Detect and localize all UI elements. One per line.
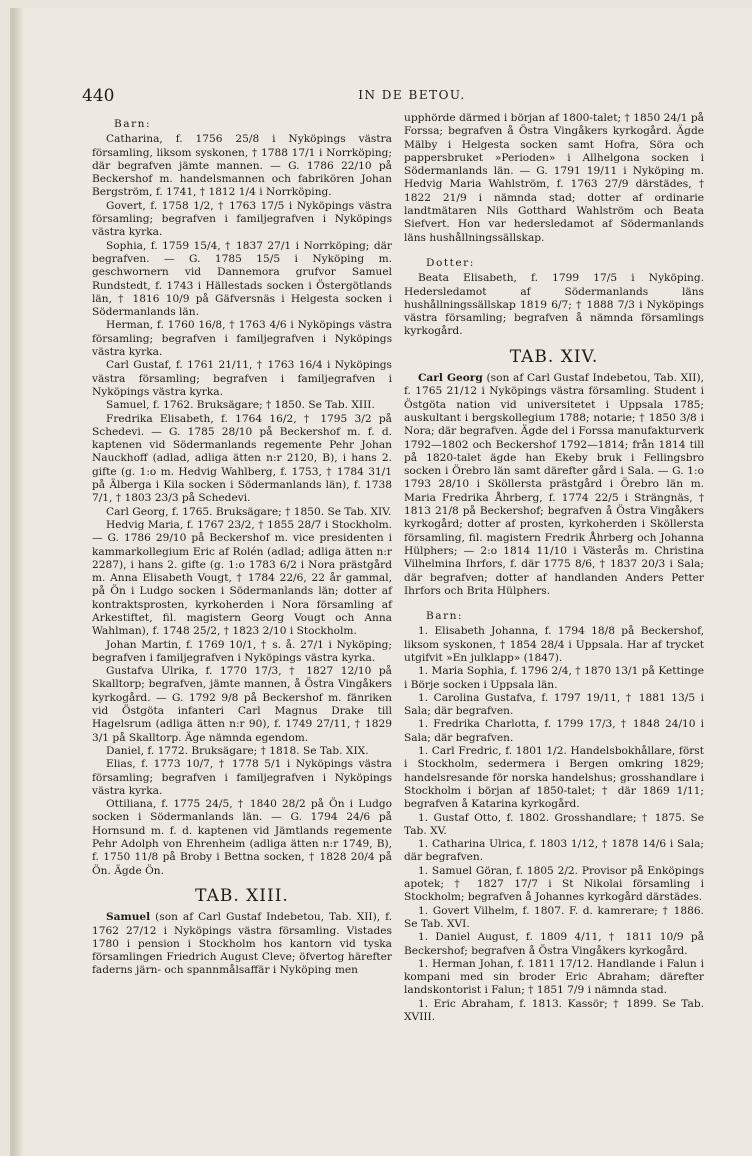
barn-heading: Barn: [114, 118, 152, 130]
child-entry: 1. Carolina Gustafva, f. 1797 19/11, † 1881 13/5 i Sala; där begrafven. [404, 691, 704, 718]
child-entry: 1. Elisabeth Johanna, f. 1794 18/8 på Beckershof, liksom syskonen, † 1854 28/4 i Uppsala. Har af trycket utgifvit »En julklapp» (1847). [404, 625, 704, 664]
page-number: 440 [82, 86, 115, 106]
running-title: IN DE BETOU. [358, 88, 466, 102]
child-entry: Samuel, f. 1762. Bruksägare; † 1850. Se Tab. XIII. [106, 399, 375, 412]
child-entry: Johan Martin, f. 1769 10/1, † s. å. 27/1 i Nyköping; begrafven i familjegrafven i Nyköpings västra kyrka. [92, 638, 392, 664]
tab-xiii-heading: TAB. XIII. [195, 885, 289, 906]
child-entry: Ottiliana, f. 1775 24/5, † 1840 28/2 på Ön i Ludgo socken i Södermanlands län. — G. 1794 24/6 på Hornsund m. f. d. kaptenen vid Jämtlands regemente Pehr Adolph von Ehrenheim (adliga ätten n:r 1749, B), f. 1750 11/8 på Broby i Bettna socken, † 1828 20/4 på Ön. Ägde Ön. [92, 798, 392, 877]
child-entry: 1. Eric Abraham, f. 1813. Kassör; † 1899. Se Tab. XVIII. [404, 997, 704, 1023]
tab-xiii-name: Samuel [106, 911, 151, 924]
tab-xiv-heading: TAB. XIV. [509, 346, 599, 367]
child-entry: Fredrika Elisabeth, f. 1764 16/2, † 1795 3/2 på Schedevi. — G. 1785 28/10 på Beckershof m. f. d. kaptenen vid Södermanlands regemente Pehr Johan Nauckhoff (adlad, adliga ätten n:r 2120, B), i hans 2. gifte (g. 1:o m. Hedvig Wahlberg, f. 1753, † 1784 31/1 på Älberga i Kila socken i Södermanlands län), f. 1738 7/1, † 1803 23/3 på Schedevi. [92, 412, 392, 505]
child-entry: 1. Maria Sophia, f. 1796 2/4, † 1870 13/1 på Kettinge i Börje socken i Uppsala län. [404, 665, 704, 691]
child-entry: Sophia, f. 1759 15/4, † 1837 27/1 i Norrköping; där begrafven. — G. 1785 15/5 i Nyköping m. geschwornern vid Dannemora grufvor Samuel Rundstedt, f. 1743 i Hällestads socken i Östergötlands län, † 1816 10/9 på Gäfversnäs i Helgesta socken i Södermanlands län. [92, 239, 392, 319]
tab-xiv-name: Carl Georg [418, 372, 483, 385]
tab-xiii-text: (son af Carl Gustaf Indebetou, Tab. XII), f. 1762 27/12 i Nyköpings västra församling. Vistades 1780 i pension i Stockholm hos kantorn vid tyska församlingen Friedrich August Cleve; öfvertog härefter faderns järn- och spannmålsaffär i Nyköping men [92, 911, 392, 977]
running-head [82, 86, 742, 106]
child-entry: Daniel, f. 1772. Bruksägare; † 1818. Se Tab. XIX. [106, 744, 369, 757]
left-column [92, 112, 392, 978]
child-entry: 1. Herman Johan, f. 1811 17/12. Handlande i Falun i kompani med sin broder Eric Abraham; därefter landskontorist i Falun; † 1851 7/9 i nämnda stad. [404, 957, 704, 997]
child-entry: 1. Fredrika Charlotta, f. 1799 17/3, † 1848 24/10 i Sala; där begrafven. [404, 718, 704, 744]
child-entry: 1. Gustaf Otto, f. 1802. Grosshandlare; † 1875. Se Tab. XV. [404, 811, 704, 837]
barn-heading-2: Barn: [426, 610, 464, 623]
child-entry: Carl Georg, f. 1765. Bruksägare; † 1850. Se Tab. XIV. [106, 505, 392, 518]
tab-xiv-text: (son af Carl Gustaf Indebetou, Tab. XII), f. 1765 21/12 i Nyköpings västra församling. Student i Östgöta nation vid universitetet i Uppsala 1785; auskultant i bergskollegium 1788; notarie; † 1850 3/8 i Nora; där begrafven. Ägde del i Forssa manufakturverk 1792—1802 och Beckershof 1792—1814; från 1814 till på 1820-talet ägde han Ekeby bruk i Fellingsbro socken i Örebro län samt därefter gård i Sala. — G. 1:o 1793 28/10 i Sköllersta prästgård i Örebro län m. Maria Fredrika Åhrberg, f. 1774 22/5 i Strängnäs, † 1813 21/8 på Beckershof; begrafven å Östra Vingåkers kyrkogård; dotter af prosten, kyrkoherden i Sköllersta församling, fil. magistern Fredrik Åhrberg och Johanna Hülphers; — 2:o 1814 11/10 i Västerås m. Christina Vilhelmina Ihrfors, f. där 1775 8/6, † 1837 20/3 i Sala; där begrafven; dotter af handlanden Anders Petter Ihrfors och Brita Hülphers. [404, 372, 704, 597]
child-entry: Herman, f. 1760 16/8, † 1763 4/6 i Nyköpings västra församling; begrafven i familjegrafven i Nyköpings västra kyrka. [92, 319, 392, 359]
dotter-heading: Dotter: [426, 256, 475, 269]
child-entry: 1. Daniel August, f. 1809 4/11, † 1811 10/9 på Beckershof; begrafven å Östra Vingåkers kyrkogård. [404, 931, 704, 957]
child-entry: 1. Govert Vilhelm, f. 1807. F. d. kamrerare; † 1886. Se Tab. XVI. [404, 904, 704, 930]
child-entry: Carl Gustaf, f. 1761 21/11, † 1763 16/4 i Nyköpings västra församling; begrafven i familjegrafven i Nyköpings västra kyrka. [92, 359, 392, 398]
continuation-text: upphörde därmed i början af 1800-talet; † 1850 24/1 på Forssa; begrafven å Östra Vingåkers kyrkogård. Ägde Mälby i Helgesta socken samt Hofra, Söra och pappersbruket »Perioden» i Allhelgona socken i Södermanlands län. — G. 1791 19/11 i Nyköping m. Hedvig Maria Wahlström, f. 1763 27/9 därstädes, † 1822 21/9 i nämnda stad; dotter af ordinarie landtmätaren Nils Gotthard Wahlström och Beata Siefvert. Hon var hedersledamot af Södermanlands läns hushållningssällskap. [404, 112, 704, 244]
tab-xiii-entry [92, 911, 392, 977]
child-entry: 1. Samuel Göran, f. 1805 2/2. Provisor på Enköpings apotek; † 1827 17/7 i St Nikolai församling i Stockholm; begrafven å Johannes kyrkogård därstädes. [404, 864, 704, 904]
child-entry: Elias, f. 1773 10/7, † 1778 5/1 i Nyköpings västra församling; begrafven i familjegrafven i Nyköpings västra kyrka. [92, 758, 392, 797]
child-entry: 1. Catharina Ulrica, f. 1803 1/12, † 1878 14/6 i Sala; där begrafven. [404, 838, 704, 864]
page-gutter [12, 8, 24, 1156]
right-column [404, 112, 704, 1024]
tab-xiv-entry [404, 372, 704, 598]
child-entry: Govert, f. 1758 1/2, † 1763 17/5 i Nyköpings västra församling; begrafven i familjegrafven i Nyköpings västra kyrka. [92, 199, 392, 239]
child-entry: Gustafva Ulrika, f. 1770 17/3, † 1827 12/10 på Skalltorp; begrafven, jämte mannen, å Östra Vingåkers kyrkogård. — G. 1792 9/8 på Beckershof m. fänriken vid Östgöta infanteri Carl Magnus Drake till Hagelsrum (adliga ätten n:r 90), f. 1749 27/11, † 1829 3/1 på Skalltorp. Äge nämnda egendom. [92, 665, 392, 744]
child-entry: Catharina, f. 1756 25/8 i Nyköpings västra församling, liksom syskonen, † 1788 17/1 i Norrköping; där begrafven jämte mannen. — G. 1786 22/10 på Beckershof m. handelsmannen och fabrikören Johan Bergström, f. 1741, † 1812 1/4 i Norrköping. [92, 133, 392, 199]
book-page [10, 8, 752, 1156]
dotter-entry: Beata Elisabeth, f. 1799 17/5 i Nyköping. Hedersledamot af Södermanlands läns hushållningssällskap 1819 6/7; † 1888 7/3 i Nyköpings västra församling; begrafven å nämnda församlings kyrkogård. [404, 272, 704, 338]
child-entry: Hedvig Maria, f. 1767 23/2, † 1855 28/7 i Stockholm. — G. 1786 29/10 på Beckershof m. vice presidenten i kammarkollegium Eric af Rolén (adlad; adliga ätten n:r 2287), i hans 2. gifte (g. 1:o 1783 6/2 i Nora prästgård m. Anna Elisabeth Vougt, † 1784 22/6, 22 år gammal, på Ön i Ludgo socken i Södermanlands län; dotter af kontraktsprosten, kyrkoherden i Nora församling af Arkestiftet, fil. magistern Georg Vougt och Anna Wahlman), f. 1748 25/2, † 1823 2/10 i Stockholm. [92, 518, 392, 638]
child-entry: 1. Carl Fredric, f. 1801 1/2. Handelsbokhållare, först i Stockholm, sedermera i Bergen omkring 1829; handelsresande för norska handelshus; grosshandlare i Stockholm i början af 1850-talet; † där 1869 1/11; begrafven å Katarina kyrkogård. [404, 745, 704, 811]
